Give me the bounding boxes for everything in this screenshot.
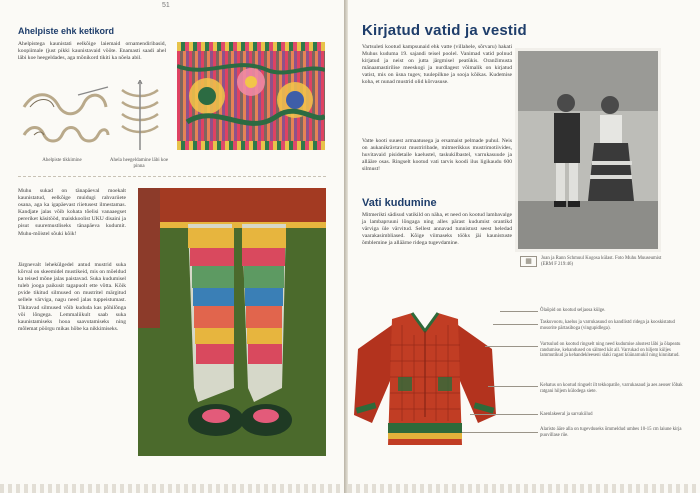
archive-icon: ▦ xyxy=(520,256,537,267)
subtitle-vest-knitting: Vati kudumine xyxy=(362,197,437,209)
embroidery-pattern-image xyxy=(177,42,325,150)
chain-stitch-intro-text: Ahelpistega kaunistati eelkõige laiemaid ornamendiribasid, koopiimale (just pikki kaunistavaid vööte. Enamasti saadi ahel läbi koe heegeldades, aga mõnikord tikiti ka nõela abil. xyxy=(18,41,166,62)
archive-caption-text: Joan ja Rann Schmuul Kogosa külast. Foto Muhu Muuseumist (ERM F 219:46) xyxy=(541,256,662,267)
callout-sleeves: Vartsulud on kootud ringselt ning need kudumise alustest läbi ja õlapeatu randumise, kehandused on sälmed kät all. Varrukad on hiljem küljes lammutikud ja kehandekleeseni slaki ragast küünarnukil ning kinnitatud. xyxy=(540,342,681,359)
archive-couple-photo xyxy=(515,48,661,252)
callout-leader xyxy=(462,432,538,433)
footer-ornament xyxy=(0,484,344,493)
red-vest-photo xyxy=(350,305,500,450)
vest-detail-text: Vatte kooti suuest armaatusega ja ersamaist pelmade puhul. Neis on aukanikrävtavat mustriribade, mitmerikkus mustrimotiivides, huvitavaid pisidetaile kaelustel, taskukilbastel, varrukasuude ja allääre osas. Ringselt kootud vati tarvis koodi ilus ligikaudu 600 silmust! xyxy=(362,138,512,173)
caption-crochet-chain: Ahela heegeldamine läbi koe pinna xyxy=(109,158,169,169)
callout-gusset: Kaenlakeeral ja sarvakiilud xyxy=(540,412,593,417)
vest-knitting-text: Mitmerikti sädisud vatikild on näha, et need on kootud lambavalge ja lambapruuni lõngaga ning alles pärast kudumist orantikd värviga üle värvitud. Sellest annavad tunnistust seest heledad vaarakasimbliased. Kõige viimaseks tööks jäi kaunistuste õmblemine ja alläärne ridega tugevdamine. xyxy=(362,212,512,247)
caption-chain-stitch: Ahelpiste tikkimine xyxy=(42,158,82,163)
stockings-body-text: Muhu sukad on tänapäeval moekalt kaunistatud, eelkõige muidugi rahvariiete osana, aga ka igapäevast riietusest ilmestamas. Kandjate jalas võib kohata tõelisi vanaaegset pereriket käsitööd, maiskkoolist UKU disaini ja pisut suuremustliseks tänapäeva kudumit. Muhu-mõistel sõuki kõik! xyxy=(18,188,126,237)
archive-photo-caption xyxy=(520,256,662,268)
stockings-pattern-text: Järgnevalt lehekülgedel antud mustrid suka kõrval on skeemidel mustikeid, mis on mõeldud ka teised mõne jalas paistavad. Suka kudumisel tuleb jooga paikusit tagapuolt ette võtta. Kõik pvide tikitud silmused on mustritel märgitud sellele värviga, nagu need jalas tuppeistumast. Tikitavad silmused võib kududa kas põhilõnga või lõngega. Lemmaliikult saab suka kaunistamiseks hooa saavutamiseks ning mõlemat pöörgu mikas hõbe ka nikkimiseks. xyxy=(18,262,126,332)
callout-leader xyxy=(500,311,538,312)
callout-pocket-collar: Taskuvooru, kaelus ja varrukasuud on kandlistd ridega ja kooskistatud mosorite pärtasiboga (vingupidlega). xyxy=(540,320,675,331)
page-number: 51 xyxy=(162,2,170,9)
callout-hem: Alaristo ääre alla on tugevduseks õmmeldud umbes 10-15 cm laiune kirja puuvillase riie. xyxy=(540,427,682,438)
crochet-chain-diagram xyxy=(112,80,168,152)
callout-leader xyxy=(485,346,538,347)
muhu-stockings-photo xyxy=(138,188,326,456)
left-page xyxy=(0,0,344,493)
footer-ornament xyxy=(348,484,700,493)
callout-leader xyxy=(470,414,538,415)
callout-shoulder: Õlaõpid on kootud seljaosa külge. xyxy=(540,308,606,313)
section-title-chain-stitch: Ahelpiste ehk ketikord xyxy=(18,26,115,36)
section-divider xyxy=(18,176,326,177)
vest-intro-text: Vartsuleti kootud kampsunaid ehk vatte (villahele, sõrvaru) hakati Muhus kuduma 19. sajandi teisel poolel. Vanimad vatid polnud kirjatud ja neist on jutta järgmisel peatükis. Oranžimusta mänaamastirilise meeskogi ja nurdlagest võimalik on kirjatud vatist, mis on üsna tugev, tuulepilkne ja sooja kõikas. Kudemise koha, et nunad mustrid olid kõrvasuse. xyxy=(362,44,512,86)
page-title: Kirjatud vatid ja vestid xyxy=(362,22,527,39)
callout-leader xyxy=(488,386,538,387)
chain-stitch-diagram xyxy=(20,85,110,153)
callout-body: Kehatus on kootud ringselt ilt tekkopatile, varrukasaud ja aes aeoser lõbak ratgani hiljem külodega siete. xyxy=(540,383,683,394)
callout-leader xyxy=(493,324,538,325)
